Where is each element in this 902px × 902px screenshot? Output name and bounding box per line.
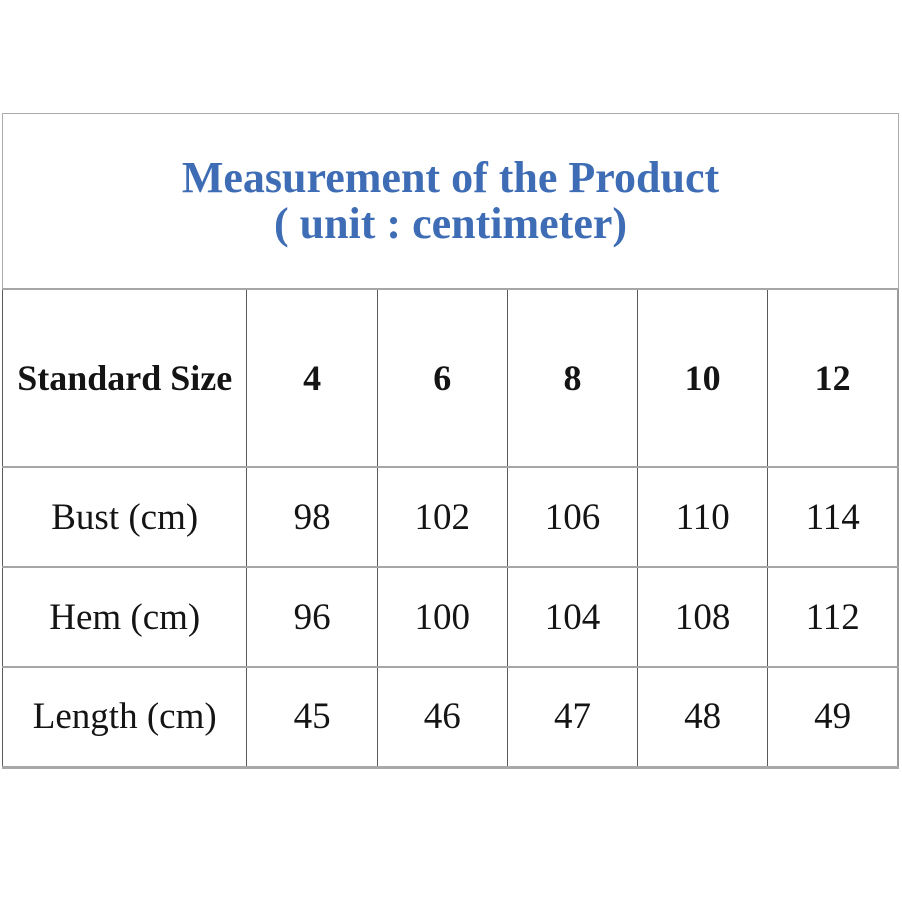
header-cell-size: 6 — [377, 289, 507, 467]
table-header-row — [3, 289, 899, 467]
value-cell: 48 — [638, 667, 768, 767]
page-title-line-1: Measurement of the Product — [181, 153, 720, 203]
value-cell: 114 — [768, 467, 898, 567]
row-label-cell: Length (cm) — [3, 667, 247, 767]
value-cell: 102 — [377, 467, 507, 567]
value-cell: 110 — [638, 467, 768, 567]
measurement-sheet — [2, 113, 899, 769]
table-row-length — [3, 667, 899, 767]
header-cell-size: 4 — [247, 289, 377, 467]
value-cell: 45 — [247, 667, 377, 767]
value-cell: 47 — [507, 667, 637, 767]
table-row-hem — [3, 567, 899, 667]
value-cell: 112 — [768, 567, 898, 667]
value-cell: 106 — [507, 467, 637, 567]
value-cell: 46 — [377, 667, 507, 767]
page-title-line-2: ( unit : centimeter) — [273, 199, 628, 248]
value-cell: 104 — [507, 567, 637, 667]
value-cell: 98 — [247, 467, 377, 567]
value-cell: 49 — [768, 667, 898, 767]
table-row-bust — [3, 467, 899, 567]
value-cell: 100 — [377, 567, 507, 667]
row-label-cell: Hem (cm) — [3, 567, 247, 667]
value-cell: 108 — [638, 567, 768, 667]
title-box — [2, 113, 899, 288]
header-cell-size: 10 — [638, 289, 768, 467]
row-label-cell: Bust (cm) — [3, 467, 247, 567]
header-cell-size: 12 — [768, 289, 898, 467]
measurement-table — [2, 288, 899, 769]
value-cell: 96 — [247, 567, 377, 667]
header-cell-label: Standard Size — [3, 289, 247, 467]
header-cell-size: 8 — [507, 289, 637, 467]
